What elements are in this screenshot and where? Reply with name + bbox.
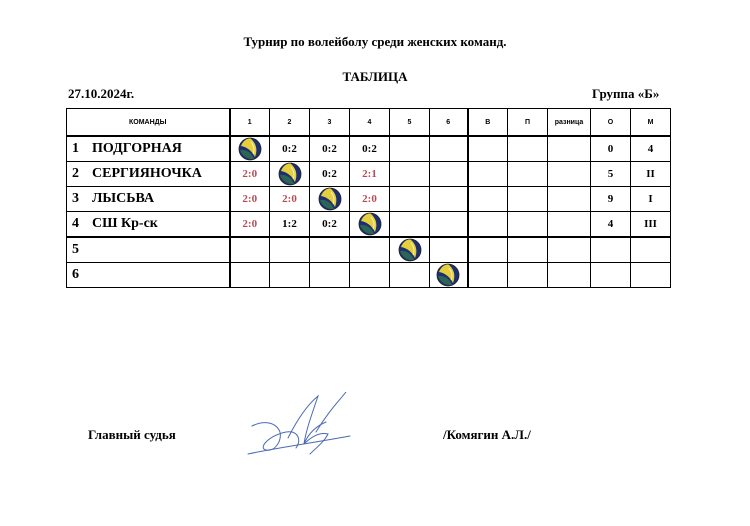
header-points: О [591,109,631,137]
losses-cell [508,237,548,263]
score-cell [270,237,310,263]
diff-cell [548,136,591,162]
score-cell [390,136,430,162]
table-header-row [67,109,671,137]
date-label: 27.10.2024г. [68,86,135,101]
losses-cell [508,263,548,288]
volleyball-icon [398,238,422,262]
points-cell [591,136,631,162]
score-cell [350,237,390,263]
score-value: 0:2 [322,143,337,155]
table-row [67,136,671,162]
place-value: III [644,218,657,230]
header-col-2: 2 [270,109,310,137]
score-cell [390,162,430,187]
points-cell [591,263,631,288]
score-value: 2:0 [242,168,258,180]
place-cell [631,263,671,288]
score-value: 1:2 [282,218,297,230]
team-number: 1 [72,141,79,156]
points-value: 9 [607,193,614,205]
volleyball-icon [358,212,382,236]
header-wins: В [468,109,508,137]
score-cell [310,263,350,288]
score-value: 2:0 [362,193,377,205]
volleyball-icon [318,187,342,211]
score-cell [430,187,468,212]
team-name: СШ Кр-ск [92,216,158,231]
place-cell [631,212,671,238]
place-value: 4 [647,143,654,155]
score-cell [230,212,270,238]
header-difference: разница [548,109,591,137]
diagonal-cell [390,237,430,263]
group-label: Группа «Б» [592,86,660,101]
wins-cell [468,187,508,212]
place-value: II [646,168,655,180]
table-heading: ТАБЛИЦА [342,69,408,84]
place-cell [631,162,671,187]
score-cell [390,187,430,212]
points-cell [591,187,631,212]
team-number: 6 [72,267,79,282]
place-cell [631,136,671,162]
team-name-cell [67,136,230,162]
header-col-4: 4 [350,109,390,137]
points-value: 0 [607,143,614,155]
score-cell [230,162,270,187]
diagonal-cell [270,162,310,187]
volleyball-icon [238,137,262,161]
header-col-6: 6 [430,109,468,137]
score-cell [350,162,390,187]
diagonal-cell [350,212,390,238]
diagonal-cell [430,263,468,288]
volleyball-icon [436,263,460,287]
table-row [67,237,671,263]
team-name: СЕРГИЯНОЧКА [92,166,202,181]
score-cell [430,212,468,238]
score-value: 2:1 [362,168,377,180]
header-col-5: 5 [390,109,430,137]
table-row [67,263,671,288]
points-value: 5 [607,168,614,180]
score-cell [310,162,350,187]
team-name-cell [67,237,230,263]
score-cell [430,237,468,263]
score-value: 2:0 [282,193,297,205]
team-number: 5 [72,242,79,257]
header-col-1: 1 [230,109,270,137]
losses-cell [508,162,548,187]
points-cell [591,162,631,187]
score-cell [230,187,270,212]
place-cell [631,187,671,212]
volleyball-icon [278,162,302,186]
diagonal-cell [230,136,270,162]
wins-cell [468,136,508,162]
page-title: Турнир по волейболу среди женских команд. [243,34,507,49]
points-value: 4 [607,218,614,230]
score-cell [430,162,468,187]
team-name-cell [67,162,230,187]
score-cell [310,136,350,162]
losses-cell [508,212,548,238]
table-row [67,212,671,238]
score-cell [350,187,390,212]
score-value: 0:2 [362,143,377,155]
losses-cell [508,136,548,162]
score-cell [270,212,310,238]
score-cell [390,263,430,288]
signature-image [246,392,356,464]
score-value: 0:2 [322,168,337,180]
score-cell [230,237,270,263]
wins-cell [468,162,508,187]
standings-table [66,108,671,288]
score-cell [350,263,390,288]
team-name-cell [67,212,230,238]
table-row [67,187,671,212]
chief-judge-label: Главный судья [88,427,176,442]
wins-cell [468,212,508,238]
table-row [67,162,671,187]
score-cell [350,136,390,162]
score-value: 0:2 [282,143,297,155]
score-cell [390,212,430,238]
score-value: 2:0 [242,218,258,230]
wins-cell [468,263,508,288]
header-col-3: 3 [310,109,350,137]
diff-cell [548,162,591,187]
team-name: ПОДГОРНАЯ [92,141,182,156]
team-number: 2 [72,166,79,181]
diff-cell [548,263,591,288]
team-number: 4 [72,216,79,231]
header-place: М [631,109,671,137]
diff-cell [548,187,591,212]
place-value: I [648,193,653,205]
diff-cell [548,237,591,263]
score-cell [230,263,270,288]
score-cell [270,136,310,162]
points-cell [591,212,631,238]
place-cell [631,237,671,263]
points-cell [591,237,631,263]
score-cell [270,263,310,288]
header-losses: П [508,109,548,137]
team-name-cell [67,263,230,288]
score-cell [270,187,310,212]
header-teams: КОМАНДЫ [67,109,230,137]
losses-cell [508,187,548,212]
team-name: ЛЫСЬВА [92,191,155,206]
score-cell [430,136,468,162]
chief-judge-name: /Комягин А.Л./ [443,427,531,442]
team-name-cell [67,187,230,212]
score-value: 0:2 [322,218,337,230]
score-value: 2:0 [242,193,258,205]
score-cell [310,237,350,263]
wins-cell [468,237,508,263]
team-number: 3 [72,191,79,206]
diagonal-cell [310,187,350,212]
score-cell [310,212,350,238]
diff-cell [548,212,591,238]
